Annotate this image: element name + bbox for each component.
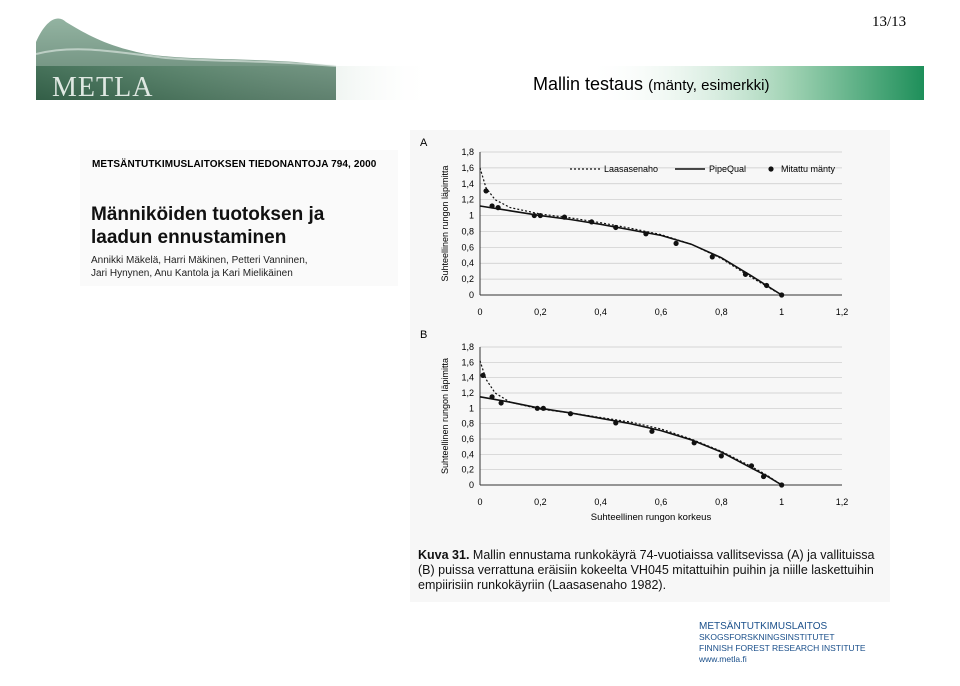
measured-point (779, 482, 784, 487)
measured-point (541, 406, 546, 411)
measured-point (779, 292, 784, 297)
legend-marker (768, 166, 773, 171)
publication-title-line: Männiköiden tuotoksen ja (91, 204, 325, 225)
y-tick-label: 0,2 (461, 274, 474, 285)
y-tick-label: 0,8 (461, 226, 474, 237)
measured-point (538, 213, 543, 218)
panel-label: B (420, 329, 428, 341)
measured-point (499, 400, 504, 405)
measured-point (692, 440, 697, 445)
y-tick-label: 0,4 (461, 258, 474, 269)
institute-name-sv: SKOGSFORSKNINGSINSTITUTET (699, 632, 835, 642)
publication-title-line: laadun ennustaminen (91, 227, 287, 248)
header-banner (36, 14, 924, 102)
measured-point (568, 411, 573, 416)
authors-line: Jari Hynynen, Anu Kantola ja Kari Mielikäinen (91, 268, 293, 279)
measured-point (483, 188, 488, 193)
x-tick-label: 1,2 (835, 307, 849, 317)
y-tick-label: 1,4 (461, 178, 474, 189)
publication-title (91, 203, 391, 249)
y-tick-label: 0 (468, 290, 474, 300)
measured-point (562, 215, 567, 220)
measured-point (743, 272, 748, 277)
y-tick-label: 1,4 (461, 372, 474, 383)
measured-point (613, 420, 618, 425)
x-tick-label: 0,8 (715, 307, 728, 317)
x-tick-label: 0,6 (654, 497, 668, 507)
measured-point (673, 241, 678, 246)
measured-point (710, 254, 715, 259)
y-tick-label: 0,8 (461, 418, 474, 429)
measured-point (496, 205, 501, 210)
x-tick-label: 0 (477, 497, 483, 507)
y-tick-label: 1,8 (461, 147, 474, 157)
panel-label: A (420, 137, 428, 149)
measured-point (613, 225, 618, 230)
measured-point (489, 394, 494, 399)
x-tick-label: 1 (779, 307, 785, 317)
x-tick-label: 0,6 (654, 307, 668, 317)
caption-label: Kuva 31. (418, 548, 470, 562)
y-tick-label: 0 (468, 480, 474, 490)
slide-title (533, 74, 769, 95)
x-axis-label: Suhteellinen rungon korkeus (590, 512, 712, 523)
y-tick-label: 1,2 (461, 388, 474, 398)
measured-point (532, 213, 537, 218)
x-tick-label: 0 (477, 307, 483, 317)
y-tick-label: 1,2 (461, 194, 474, 205)
legend-entry: PipeQual (709, 164, 747, 174)
figure-caption (418, 548, 888, 593)
stem-curve-charts (410, 130, 890, 545)
pipequal-line (480, 397, 782, 485)
measured-point (764, 283, 769, 288)
institute-name-fi: METSÄNTUTKIMUSLAITOS (699, 621, 828, 632)
y-tick-label: 1,6 (461, 162, 474, 173)
measured-point (749, 463, 754, 468)
publication-series: METSÄNTUTKIMUSLAITOKSEN TIEDONANTOJA 794, 2000 (92, 159, 377, 170)
y-tick-label: 1 (468, 210, 474, 221)
y-tick-label: 0,6 (461, 434, 474, 444)
x-tick-label: 0,2 (534, 497, 547, 507)
measured-point (535, 406, 540, 411)
y-tick-label: 0,6 (461, 242, 474, 253)
institute-footer (699, 621, 866, 665)
x-tick-label: 0,2 (534, 307, 547, 317)
y-tick-label: 1,8 (461, 342, 474, 352)
y-tick-label: 0,2 (461, 464, 474, 475)
measured-point (719, 453, 724, 458)
measured-point (649, 429, 654, 434)
measured-point (489, 203, 494, 208)
x-tick-label: 0,4 (594, 497, 607, 507)
measured-point (761, 474, 766, 479)
slide-title-sub: (mänty, esimerkki) (648, 77, 770, 94)
page-number: 13/13 (872, 14, 907, 30)
y-axis-label: Suhteellinen rungon läpimitta (440, 357, 450, 475)
measured-point (589, 219, 594, 224)
x-tick-label: 0,4 (594, 307, 607, 317)
institute-url: www.metla.fi (699, 654, 747, 664)
y-axis-label: Suhteellinen rungon läpimitta (440, 165, 450, 282)
pipequal-line (480, 206, 782, 295)
measured-point (480, 373, 485, 378)
y-tick-label: 0,4 (461, 449, 474, 460)
legend-entry: Laasasenaho (604, 164, 659, 174)
slide-title-main: Mallin testaus (533, 74, 644, 94)
authors-line: Annikki Mäkelä, Harri Mäkinen, Petteri Vanninen, (91, 255, 308, 266)
y-tick-label: 1 (468, 403, 474, 414)
y-tick-label: 1,6 (461, 357, 474, 368)
legend-entry: Mitattu mänty (781, 164, 836, 174)
measured-point (643, 231, 648, 236)
institute-name-en: FINNISH FOREST RESEARCH INSTITUTE (699, 643, 866, 653)
x-tick-label: 1,2 (835, 497, 849, 507)
metla-logo: METLA (52, 72, 154, 103)
caption-text: Mallin ennustama runkokäyrä 74-vuotiaissa vallitsevissa (A) ja vallituissa (B) puissa verrattuna eräisiin kokeelta VH045 mitattuihin puihin ja niille laskettuihin empiirisiin runkokäyriin (Laasasenaho 1982). (418, 548, 875, 592)
x-tick-label: 0,8 (715, 497, 728, 507)
x-tick-label: 1 (779, 497, 785, 507)
publication-authors (91, 254, 391, 280)
